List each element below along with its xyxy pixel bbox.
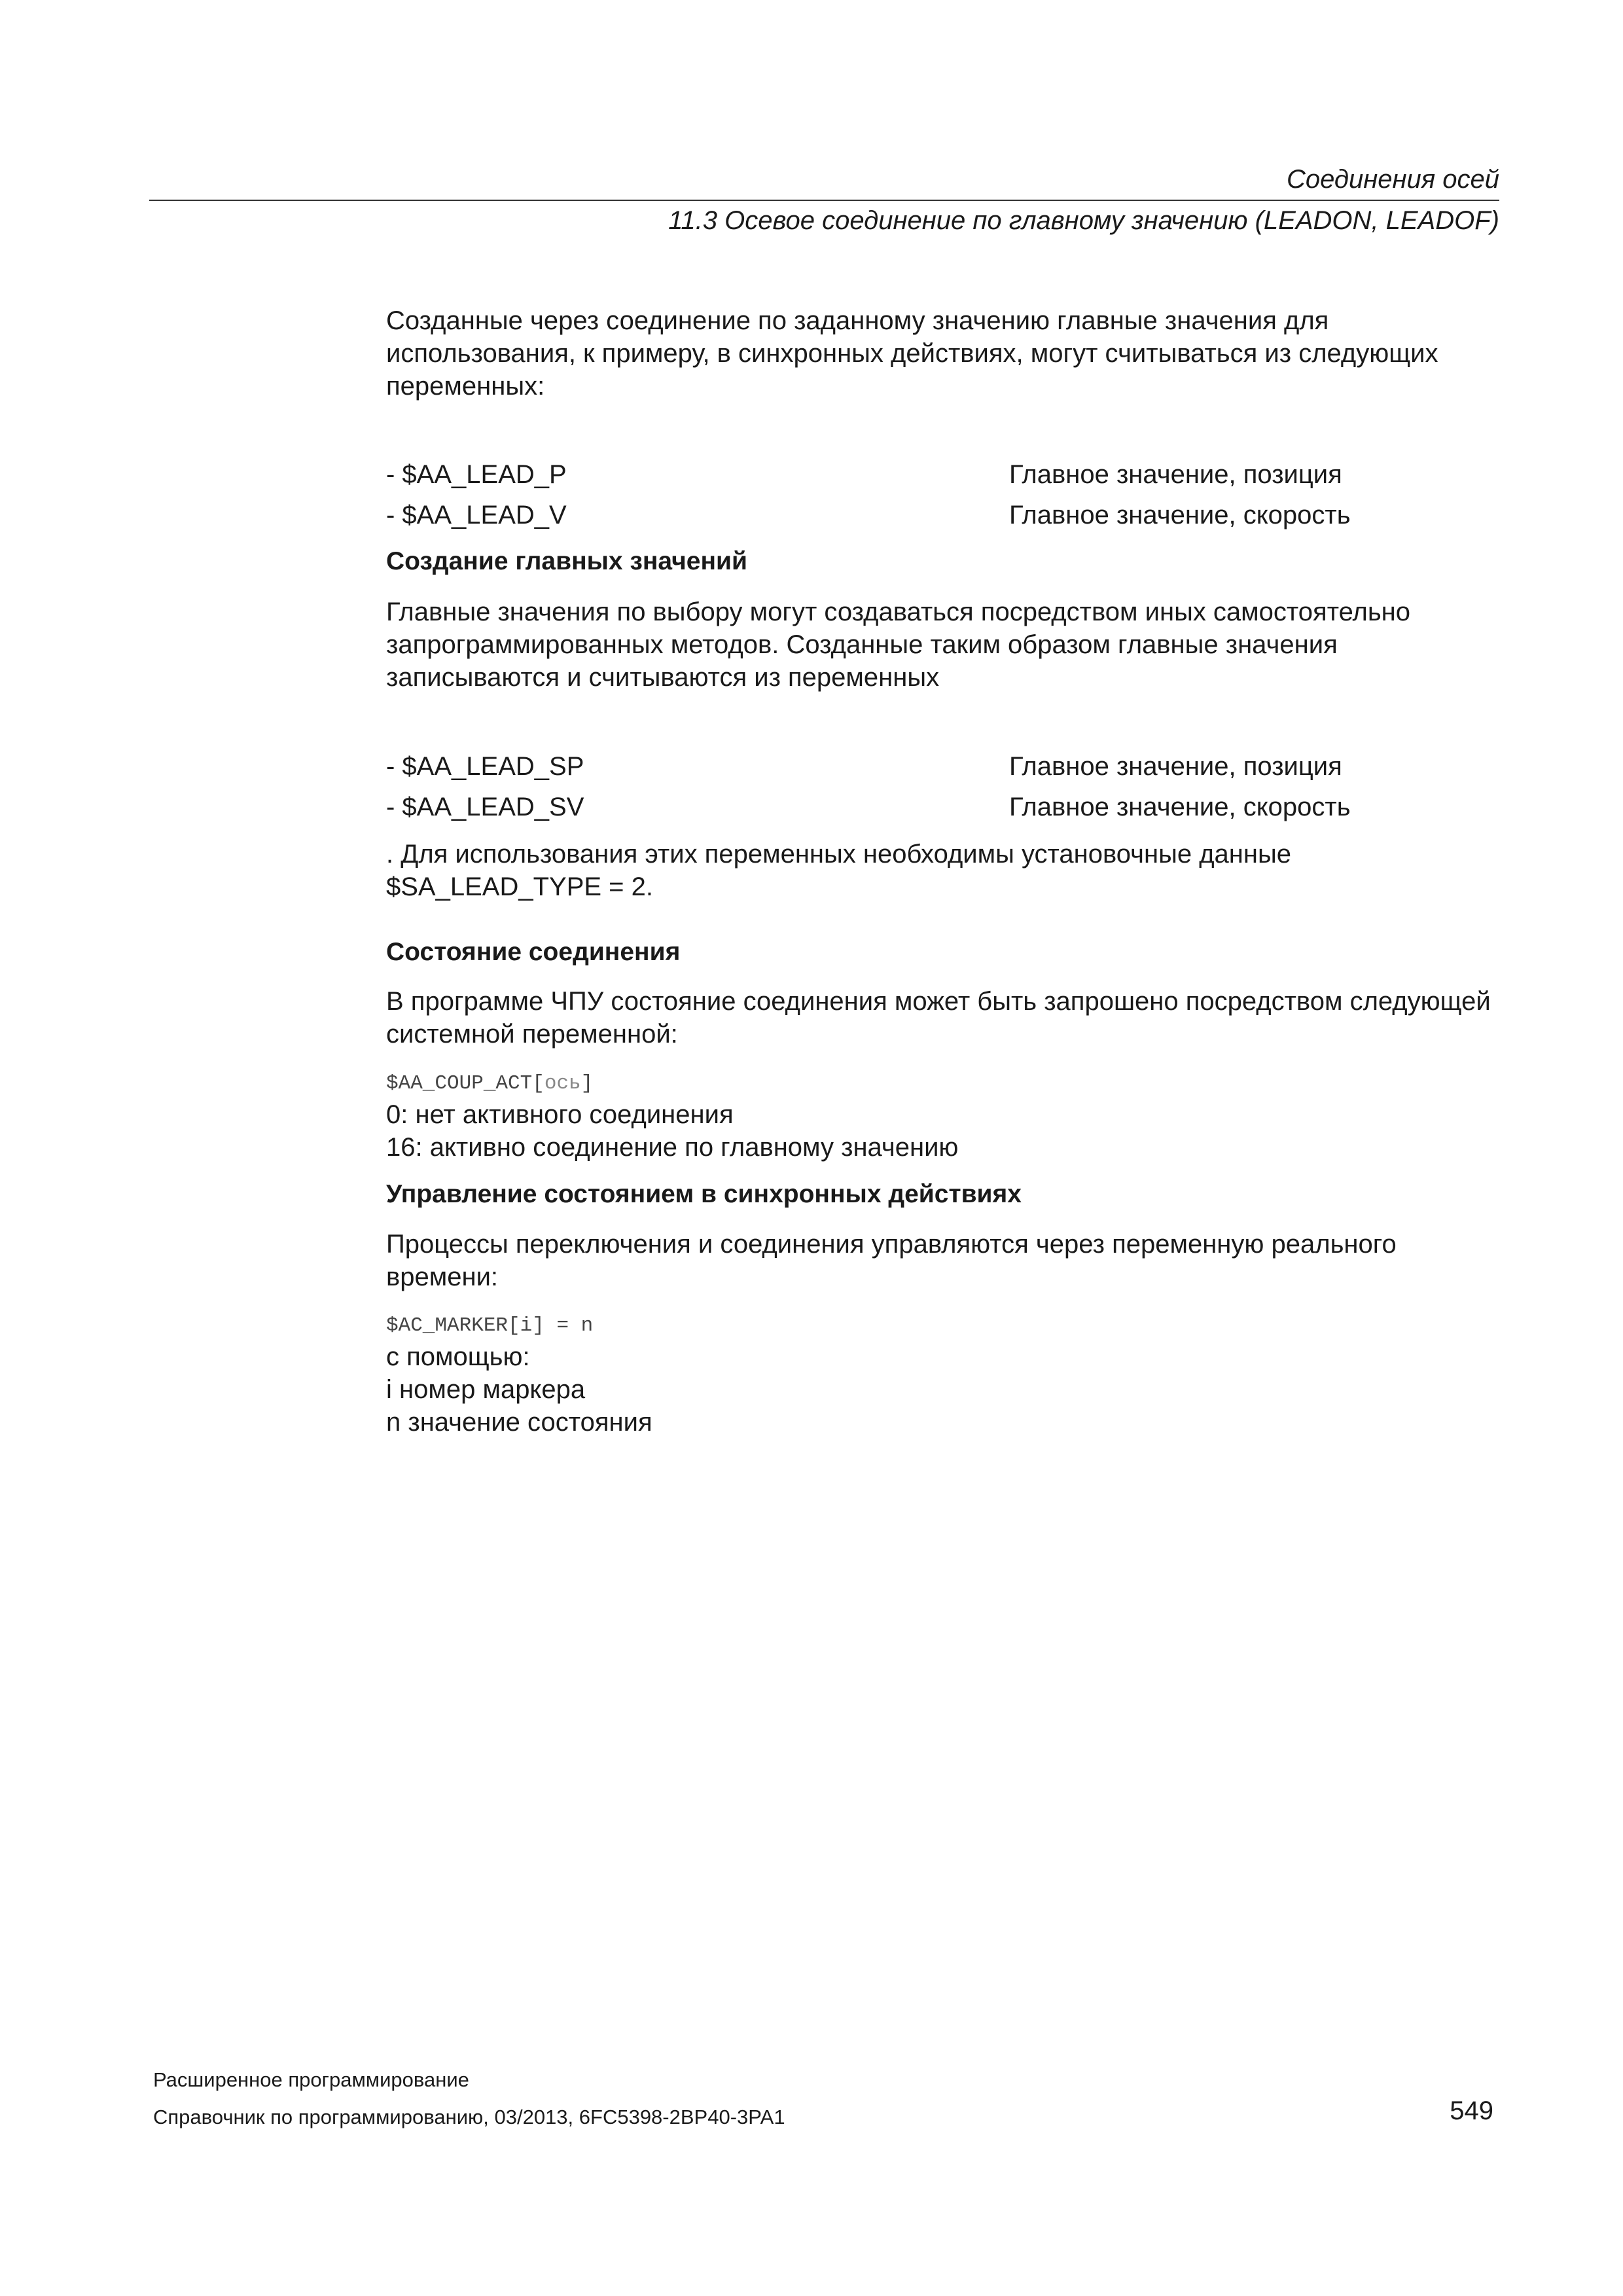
create-variable-list: [386, 746, 1512, 827]
variable-name: - $AA_LEAD_P: [386, 460, 567, 489]
variable-description: Главное значение, скорость: [1009, 793, 1351, 821]
explanation-line: с помощью:: [386, 1342, 530, 1371]
variable-description: Главное значение, позиция: [1009, 752, 1342, 781]
note-line: $SA_LEAD_TYPE = 2.: [386, 872, 654, 901]
variable-name: - $AA_LEAD_SV: [386, 793, 584, 821]
explanation-line: n значение состояния: [386, 1408, 652, 1437]
marker-explanation: [386, 1340, 1512, 1439]
code-suffix: ]: [580, 1072, 594, 1095]
footer-reference: Справочник по программированию, 03/2013, 6FC5398-2BP40-3PA1: [153, 2106, 785, 2128]
state-value-line: 0: нет активного соединения: [386, 1100, 734, 1129]
sync-paragraph: Процессы переключения и соединения управляются через переменную реального времени:: [386, 1230, 1397, 1291]
create-paragraph: Главные значения по выбору могут создаваться посредством иных самостоятельно запрограммированных методов. Созданные таким образом главные значения записываются и считываются из переменных: [386, 598, 1410, 692]
code-argument: ось: [544, 1072, 581, 1095]
section-title: 11.3 Осевое соединение по главному значению (LEADON, LEADOF): [668, 206, 1499, 235]
explanation-line: i номер маркера: [386, 1375, 586, 1404]
heading-sync-actions: Управление состоянием в синхронных действиях: [386, 1180, 1022, 1208]
footer-book-title: Расширенное программирование: [153, 2068, 469, 2091]
coupling-state-values: [386, 1098, 1512, 1164]
state-paragraph: В программе ЧПУ состояние соединения может быть запрошено посредством следующей системной переменной:: [386, 987, 1491, 1049]
variable-name: - $AA_LEAD_V: [386, 501, 567, 529]
heading-coupling-state: Состояние соединения: [386, 938, 681, 966]
variable-description: Главное значение, позиция: [1009, 460, 1342, 489]
variable-description: Главное значение, скорость: [1009, 501, 1351, 529]
variable-row: [386, 746, 1512, 787]
note-line: . Для использования этих переменных необходимы установочные данные: [386, 840, 1291, 869]
heading-create-lead-values: Создание главных значений: [386, 547, 747, 575]
coupling-state-code: [386, 1071, 1512, 1097]
variable-row: [386, 495, 1512, 535]
page-number: 549: [1450, 2096, 1493, 2125]
intro-paragraph: Созданные через соединение по заданному значению главные значения для использования, к примеру, в синхронных действиях, могут считываться из следующих переменных:: [386, 306, 1438, 401]
variable-name: - $AA_LEAD_SP: [386, 752, 584, 781]
state-value-line: 16: активно соединение по главному значению: [386, 1133, 959, 1162]
intro-variable-list: [386, 454, 1512, 535]
chapter-title: Соединения осей: [1286, 165, 1499, 194]
marker-code: $AC_MARKER[i] = n: [386, 1314, 594, 1337]
variable-row: [386, 454, 1512, 495]
variable-row: [386, 787, 1512, 827]
lead-type-note: [386, 838, 1512, 903]
header-divider: [149, 200, 1499, 201]
code-prefix: $AA_COUP_ACT[: [386, 1072, 544, 1095]
